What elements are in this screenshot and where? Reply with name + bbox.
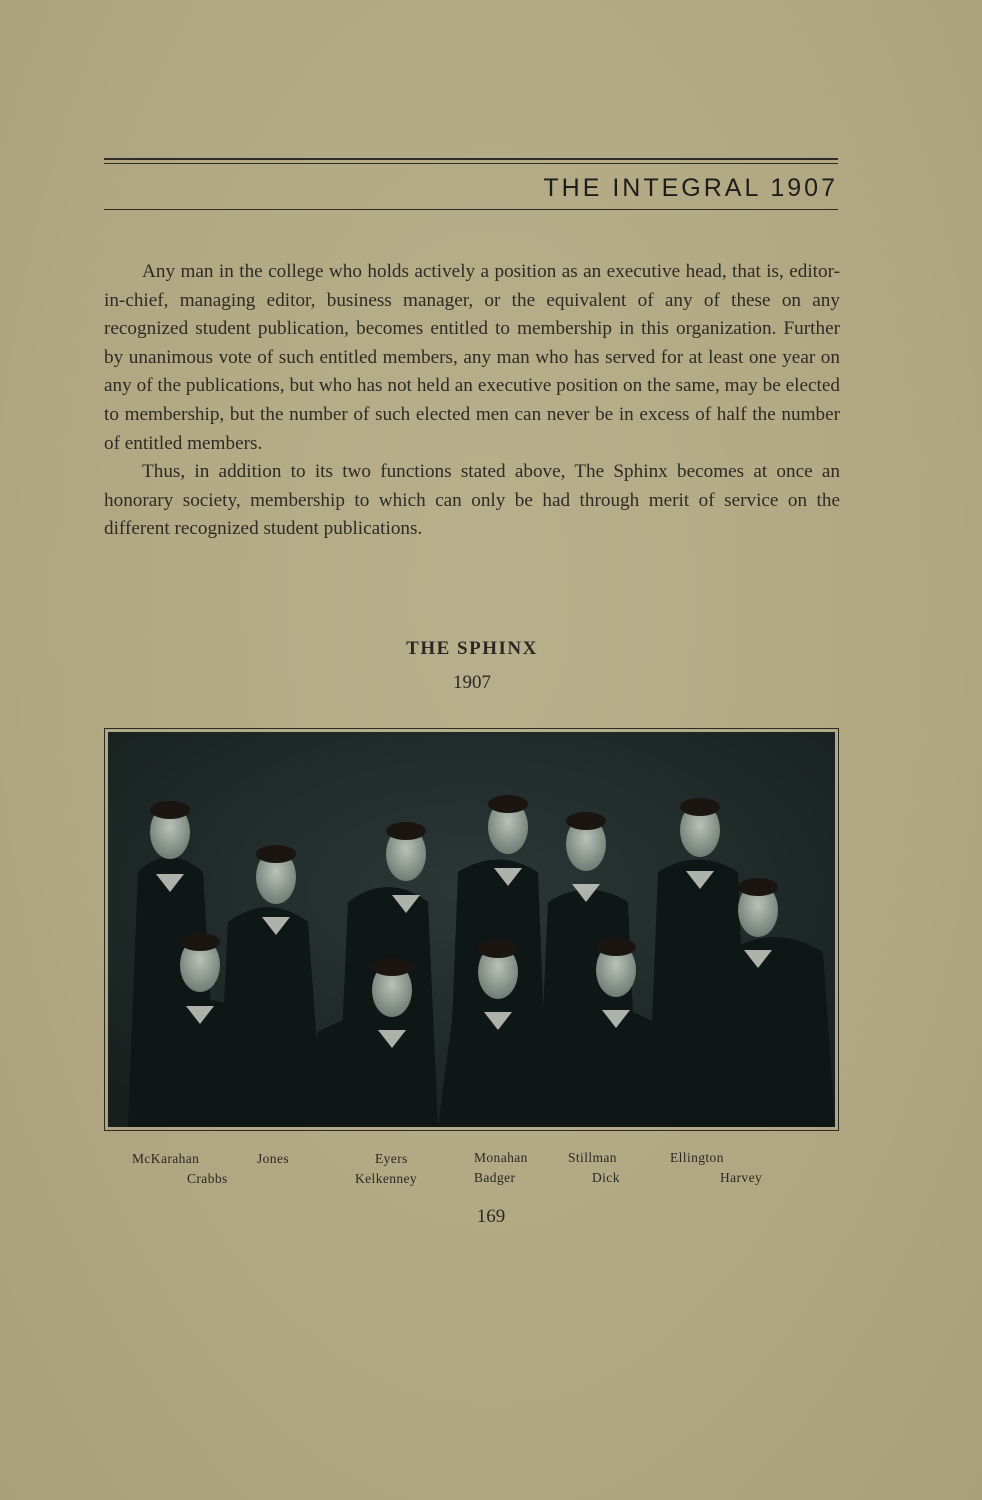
header-double-rule: [104, 158, 838, 164]
name-crabbs: Crabbs: [187, 1171, 228, 1186]
name-jones: Jones: [257, 1151, 289, 1166]
body-text: [104, 258, 840, 544]
name-stillman: Stillman: [568, 1150, 617, 1165]
name-ellington: Ellington: [670, 1150, 724, 1165]
name-harvey: Harvey: [720, 1170, 763, 1185]
page-header: [104, 158, 838, 210]
group-photo-image: [108, 732, 835, 1127]
name-badger: Badger: [474, 1170, 516, 1185]
paragraph-1: Any man in the college who holds actively a position as an executive head, that is, editor-in-chief, managing editor, business manager, or the equivalent of any of these on any recognized student publication, becomes entitled to membership in this organization. Further by unanimous vote of such entitled members, any man who has served for at least one year on any of the publications, but who has not held an executive position on the same, may be elected to membership, but the number of such elected men can never be in excess of half the number of entitled members.: [104, 261, 840, 454]
header-rule: [104, 209, 838, 210]
running-head: THE INTEGRAL 1907: [543, 174, 838, 202]
photo-title: THE SPHINX: [406, 638, 538, 659]
photo-year: 1907: [453, 672, 491, 693]
group-photo-frame: [104, 728, 839, 1131]
group-photo: [108, 732, 835, 1127]
paragraph-2: Thus, in addition to its two functions stated above, The Sphinx becomes at once an honorary society, membership to which can only be had through merit of service on the different recognized student publications.: [104, 461, 840, 540]
name-monahan: Monahan: [474, 1150, 528, 1165]
name-mckarahan: McKarahan: [132, 1151, 200, 1166]
name-eyers: Eyers: [375, 1151, 408, 1166]
name-kelkenney: Kelkenney: [355, 1171, 418, 1186]
page-number: 169: [476, 1206, 506, 1227]
name-dick: Dick: [592, 1170, 620, 1185]
